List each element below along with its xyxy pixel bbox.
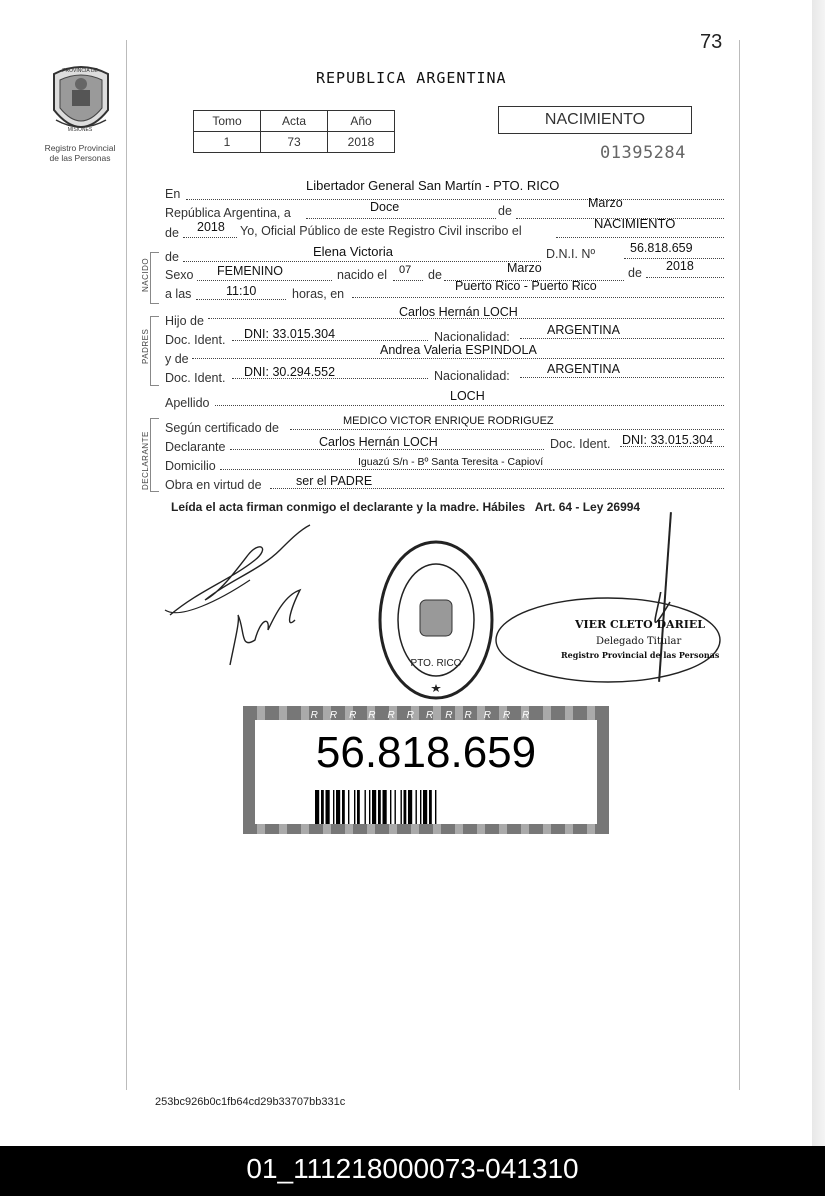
officer-name: VIER CLETO DARIEL bbox=[575, 618, 705, 631]
side-label-padres: PADRES bbox=[141, 328, 150, 364]
declarante-doc-value: DNI: 33.015.304 bbox=[622, 433, 714, 447]
table-value-anio: 2018 bbox=[328, 132, 395, 153]
dni-barcode-sticker bbox=[243, 706, 609, 834]
hour-value: 11:10 bbox=[226, 284, 257, 298]
father-nat-value: ARGENTINA bbox=[547, 323, 620, 337]
de5-label: de bbox=[628, 266, 642, 280]
hijo-label: Hijo de bbox=[165, 314, 204, 328]
signature-left-icon bbox=[160, 520, 340, 680]
declarante-label: Declarante bbox=[165, 440, 226, 454]
obra-value: ser el PADRE bbox=[296, 474, 373, 488]
doc-label: Doc. Ident. bbox=[165, 333, 226, 347]
place-value: Libertador General San Martín - PTO. RICO bbox=[306, 178, 560, 193]
oficial-label: Yo, Oficial Público de este Registro Civil inscribo el bbox=[240, 224, 522, 238]
year-value: 2018 bbox=[197, 220, 225, 234]
page-number: 73 bbox=[700, 31, 723, 53]
mother-name-value: Andrea Valeria ESPINDOLA bbox=[380, 343, 537, 357]
doc3-label: Doc. Ident. bbox=[550, 437, 611, 451]
birth-place-value: Puerto Rico - Puerto Rico bbox=[455, 279, 597, 293]
birth-day-value: 07 bbox=[399, 264, 412, 276]
serial-number: 01395284 bbox=[600, 143, 686, 163]
inscribo-value: NACIMIENTO bbox=[594, 216, 676, 231]
page-edge bbox=[812, 0, 825, 1146]
table-header-anio: Año bbox=[328, 111, 395, 132]
declarante-bracket bbox=[150, 418, 159, 492]
doc2-label: Doc. Ident. bbox=[165, 371, 226, 385]
officer-role: Delegado Titular bbox=[596, 636, 682, 647]
certificado-value: MEDICO VICTOR ENRIQUE RODRIGUEZ bbox=[343, 415, 554, 427]
logo-caption-line2: de las Personas bbox=[49, 153, 111, 163]
father-doc-value: DNI: 33.015.304 bbox=[244, 327, 336, 341]
de2-label: de bbox=[165, 226, 179, 240]
sticker-number: 56.818.659 bbox=[315, 728, 537, 777]
birth-year-value: 2018 bbox=[666, 259, 694, 273]
domicilio-label: Domicilio bbox=[165, 459, 216, 473]
child-name-value: Elena Victoria bbox=[313, 244, 393, 259]
dni-value: 56.818.659 bbox=[630, 241, 693, 255]
padres-bracket bbox=[150, 316, 159, 386]
page-title: REPUBLICA ARGENTINA bbox=[316, 69, 507, 87]
doc-type-box bbox=[498, 106, 692, 134]
left-margin-line bbox=[126, 40, 127, 1090]
obra-label: Obra en virtud de bbox=[165, 478, 262, 492]
de-label: de bbox=[498, 204, 512, 218]
sticker-pattern: RRRRRRRRRRRR bbox=[310, 710, 542, 721]
yde-label: y de bbox=[165, 352, 189, 366]
barcode-icon bbox=[315, 790, 533, 824]
de3-label: de bbox=[165, 250, 179, 264]
sexo-label: Sexo bbox=[165, 268, 194, 282]
closing-text: Leída el acta firman conmigo el declarante y la madre. Hábiles Art. 64 - Ley 26994 bbox=[171, 500, 641, 514]
nacido-label: nacido el bbox=[337, 268, 388, 282]
horas-label: horas, en bbox=[292, 287, 345, 301]
table-header-acta: Acta bbox=[261, 111, 328, 132]
table-header-tomo: Tomo bbox=[194, 111, 261, 132]
seal-top-text: PROVINCIA DE bbox=[62, 68, 98, 74]
nacido-bracket bbox=[150, 252, 159, 304]
alas-label: a las bbox=[165, 287, 192, 301]
nac2-label: Nacionalidad: bbox=[434, 369, 510, 383]
table-value-acta: 73 bbox=[261, 132, 328, 153]
declarante-value: Carlos Hernán LOCH bbox=[319, 435, 438, 449]
footer-id bbox=[0, 1146, 825, 1196]
registry-seal-icon bbox=[376, 538, 496, 703]
seal-center-text: PTO. RICO bbox=[410, 658, 462, 669]
birth-month-value: Marzo bbox=[507, 261, 542, 275]
nac-label: Nacionalidad: bbox=[434, 330, 510, 344]
domicilio-value: Iguazú S/n - Bº Santa Teresita - Capioví bbox=[358, 456, 544, 468]
certificado-label: Según certificado de bbox=[165, 421, 279, 435]
logo-caption bbox=[20, 143, 140, 163]
footer-id-text: 01_111218000073-041310 bbox=[246, 1153, 579, 1184]
officer-office: Registro Provincial de las Personas bbox=[561, 650, 720, 660]
seal-bottom-text: MISIONES bbox=[67, 127, 93, 133]
de4-label: de bbox=[428, 268, 442, 282]
document-hash: 253bc926b0c1fb64cd29b33707bb331c bbox=[155, 1096, 346, 1108]
apellido-label: Apellido bbox=[165, 396, 210, 410]
side-label-nacido: NACIDO bbox=[141, 257, 150, 292]
month-value: Marzo bbox=[588, 196, 623, 210]
registry-table bbox=[193, 110, 395, 153]
day-value: Doce bbox=[370, 200, 400, 214]
logo-caption-line1: Registro Provincial bbox=[44, 143, 116, 153]
doc-type: NACIMIENTO bbox=[544, 111, 646, 128]
apellido-value: LOCH bbox=[450, 389, 485, 403]
father-name-value: Carlos Hernán LOCH bbox=[399, 305, 518, 319]
mother-doc-value: DNI: 30.294.552 bbox=[244, 365, 336, 379]
right-margin-line bbox=[739, 40, 740, 1090]
sexo-value: FEMENINO bbox=[217, 264, 283, 278]
republica-label: República Argentina, a bbox=[165, 206, 291, 220]
table-value-tomo: 1 bbox=[194, 132, 261, 153]
en-label: En bbox=[165, 187, 181, 201]
dni-label: D.N.I. Nº bbox=[546, 247, 596, 261]
mother-nat-value: ARGENTINA bbox=[547, 362, 620, 376]
side-label-declarante: DECLARANTE bbox=[141, 431, 150, 490]
